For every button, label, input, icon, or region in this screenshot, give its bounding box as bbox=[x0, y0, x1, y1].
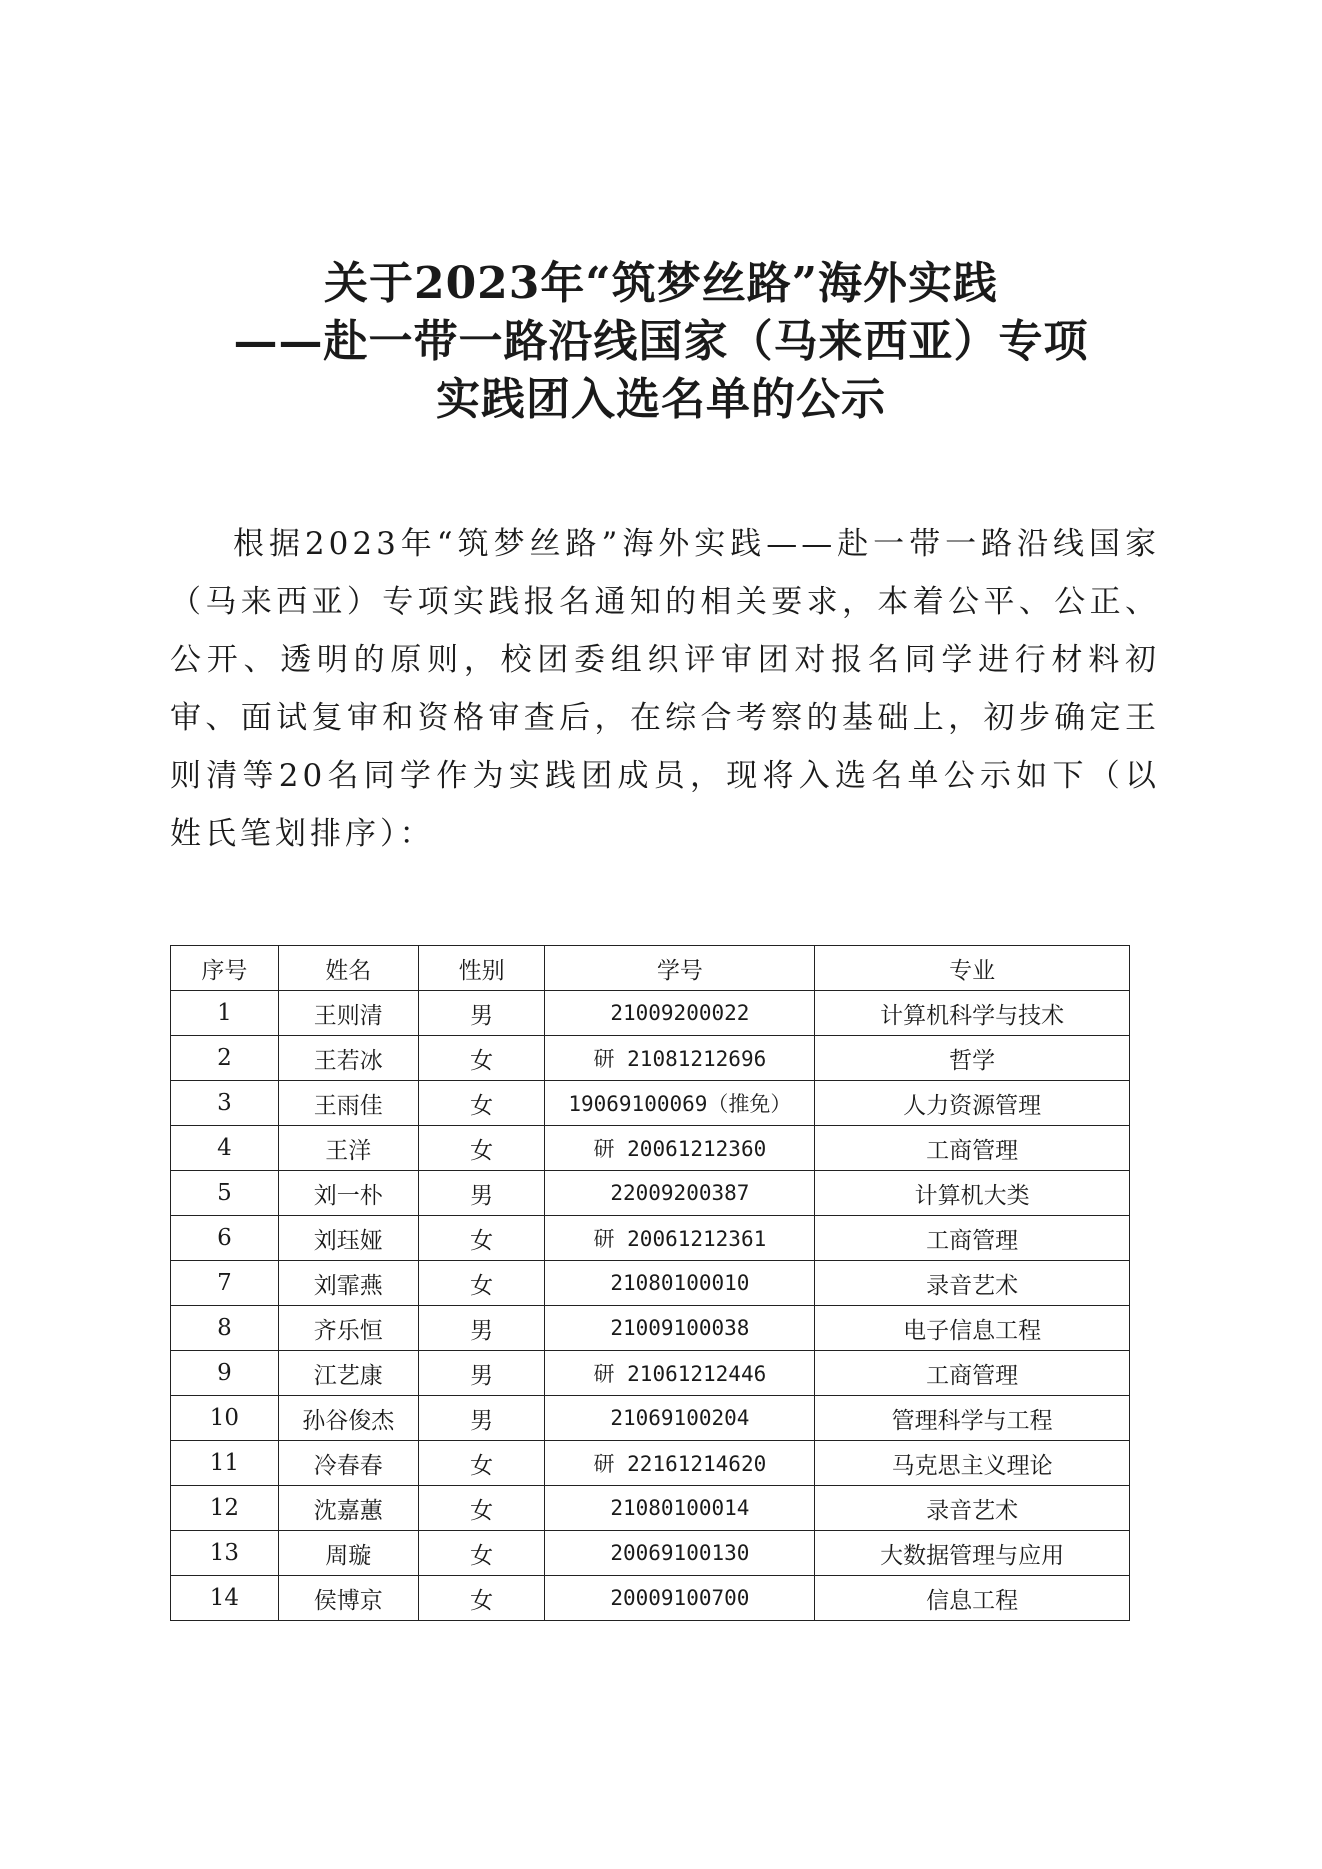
cell-major: 管理科学与工程 bbox=[815, 1396, 1130, 1441]
cell-gender: 男 bbox=[418, 1351, 545, 1396]
cell-name: 王则清 bbox=[278, 991, 418, 1036]
cell-index: 10 bbox=[171, 1396, 279, 1441]
cell-gender: 女 bbox=[418, 1081, 545, 1126]
table-row bbox=[171, 1441, 1130, 1486]
body-paragraph-container bbox=[170, 515, 1160, 863]
cell-name: 孙谷俊杰 bbox=[278, 1396, 418, 1441]
table-row bbox=[171, 991, 1130, 1036]
header-name: 姓名 bbox=[278, 946, 418, 991]
roster-table bbox=[170, 945, 1130, 1621]
cell-student-id: 21080100014 bbox=[545, 1486, 815, 1531]
title-line-1: 关于2023年“筑梦丝路”海外实践 bbox=[323, 258, 999, 309]
cell-major: 计算机科学与技术 bbox=[815, 991, 1130, 1036]
header-gender: 性别 bbox=[418, 946, 545, 991]
cell-index: 14 bbox=[171, 1576, 279, 1621]
cell-index: 12 bbox=[171, 1486, 279, 1531]
cell-gender: 女 bbox=[418, 1261, 545, 1306]
header-major: 专业 bbox=[815, 946, 1130, 991]
cell-student-id: 22009200387 bbox=[545, 1171, 815, 1216]
cell-major: 工商管理 bbox=[815, 1351, 1130, 1396]
cell-major: 计算机大类 bbox=[815, 1171, 1130, 1216]
cell-student-id: 研 21081212696 bbox=[545, 1036, 815, 1081]
cell-major: 马克思主义理论 bbox=[815, 1441, 1130, 1486]
cell-index: 7 bbox=[171, 1261, 279, 1306]
table-row bbox=[171, 1396, 1130, 1441]
cell-name: 侯博京 bbox=[278, 1576, 418, 1621]
table-row bbox=[171, 1126, 1130, 1171]
table-row bbox=[171, 1531, 1130, 1576]
cell-student-id: 研 20061212361 bbox=[545, 1216, 815, 1261]
cell-gender: 女 bbox=[418, 1216, 545, 1261]
table-row bbox=[171, 1081, 1130, 1126]
cell-index: 2 bbox=[171, 1036, 279, 1081]
cell-gender: 男 bbox=[418, 1396, 545, 1441]
cell-major: 工商管理 bbox=[815, 1216, 1130, 1261]
cell-student-id: 20009100700 bbox=[545, 1576, 815, 1621]
cell-gender: 女 bbox=[418, 1531, 545, 1576]
cell-index: 3 bbox=[171, 1081, 279, 1126]
cell-name: 王雨佳 bbox=[278, 1081, 418, 1126]
cell-index: 13 bbox=[171, 1531, 279, 1576]
cell-gender: 男 bbox=[418, 1306, 545, 1351]
cell-index: 1 bbox=[171, 991, 279, 1036]
table-row bbox=[171, 1576, 1130, 1621]
cell-gender: 女 bbox=[418, 1486, 545, 1531]
cell-index: 6 bbox=[171, 1216, 279, 1261]
cell-major: 工商管理 bbox=[815, 1126, 1130, 1171]
table-row bbox=[171, 1216, 1130, 1261]
table-row bbox=[171, 1036, 1130, 1081]
title-line-3: 实践团入选名单的公示 bbox=[436, 374, 886, 425]
cell-student-id: 19069100069（推免） bbox=[545, 1081, 815, 1126]
cell-student-id: 21009100038 bbox=[545, 1306, 815, 1351]
cell-student-id: 21069100204 bbox=[545, 1396, 815, 1441]
cell-student-id: 研 22161214620 bbox=[545, 1441, 815, 1486]
cell-name: 江艺康 bbox=[278, 1351, 418, 1396]
cell-name: 王洋 bbox=[278, 1126, 418, 1171]
cell-index: 8 bbox=[171, 1306, 279, 1351]
table-row bbox=[171, 1171, 1130, 1216]
cell-name: 齐乐恒 bbox=[278, 1306, 418, 1351]
table-row bbox=[171, 1486, 1130, 1531]
header-index: 序号 bbox=[171, 946, 279, 991]
cell-name: 周璇 bbox=[278, 1531, 418, 1576]
cell-gender: 男 bbox=[418, 1171, 545, 1216]
cell-name: 沈嘉蕙 bbox=[278, 1486, 418, 1531]
table-header-row bbox=[171, 946, 1130, 991]
cell-index: 5 bbox=[171, 1171, 279, 1216]
cell-major: 录音艺术 bbox=[815, 1486, 1130, 1531]
cell-major: 电子信息工程 bbox=[815, 1306, 1130, 1351]
table-row bbox=[171, 1261, 1130, 1306]
cell-gender: 女 bbox=[418, 1126, 545, 1171]
cell-major: 人力资源管理 bbox=[815, 1081, 1130, 1126]
cell-gender: 女 bbox=[418, 1576, 545, 1621]
cell-name: 冷春春 bbox=[278, 1441, 418, 1486]
cell-gender: 女 bbox=[418, 1036, 545, 1081]
cell-index: 4 bbox=[171, 1126, 279, 1171]
header-student-id: 学号 bbox=[545, 946, 815, 991]
table-row bbox=[171, 1306, 1130, 1351]
document-title bbox=[0, 255, 1322, 429]
cell-index: 9 bbox=[171, 1351, 279, 1396]
cell-gender: 男 bbox=[418, 991, 545, 1036]
cell-student-id: 20069100130 bbox=[545, 1531, 815, 1576]
table-row bbox=[171, 1351, 1130, 1396]
cell-name: 刘珏娅 bbox=[278, 1216, 418, 1261]
cell-gender: 女 bbox=[418, 1441, 545, 1486]
cell-major: 大数据管理与应用 bbox=[815, 1531, 1130, 1576]
cell-major: 录音艺术 bbox=[815, 1261, 1130, 1306]
cell-student-id: 21009200022 bbox=[545, 991, 815, 1036]
cell-student-id: 研 21061212446 bbox=[545, 1351, 815, 1396]
cell-name: 王若冰 bbox=[278, 1036, 418, 1081]
cell-name: 刘霏燕 bbox=[278, 1261, 418, 1306]
title-line-2: ——赴一带一路沿线国家（马来西亚）专项 bbox=[233, 316, 1089, 367]
cell-name: 刘一朴 bbox=[278, 1171, 418, 1216]
cell-major: 信息工程 bbox=[815, 1576, 1130, 1621]
cell-major: 哲学 bbox=[815, 1036, 1130, 1081]
cell-student-id: 研 20061212360 bbox=[545, 1126, 815, 1171]
cell-student-id: 21080100010 bbox=[545, 1261, 815, 1306]
cell-index: 11 bbox=[171, 1441, 279, 1486]
body-paragraph: 根据2023年“筑梦丝路”海外实践——赴一带一路沿线国家（马来西亚）专项实践报名通知的相关要求，本着公平、公正、公开、透明的原则，校团委组织评审团对报名同学进行材料初审、面试复审和资格审查后，在综合考察的基础上，初步确定王则清等20名同学作为实践团成员，现将入选名单公示如下（以姓氏笔划排序）： bbox=[170, 526, 1160, 852]
